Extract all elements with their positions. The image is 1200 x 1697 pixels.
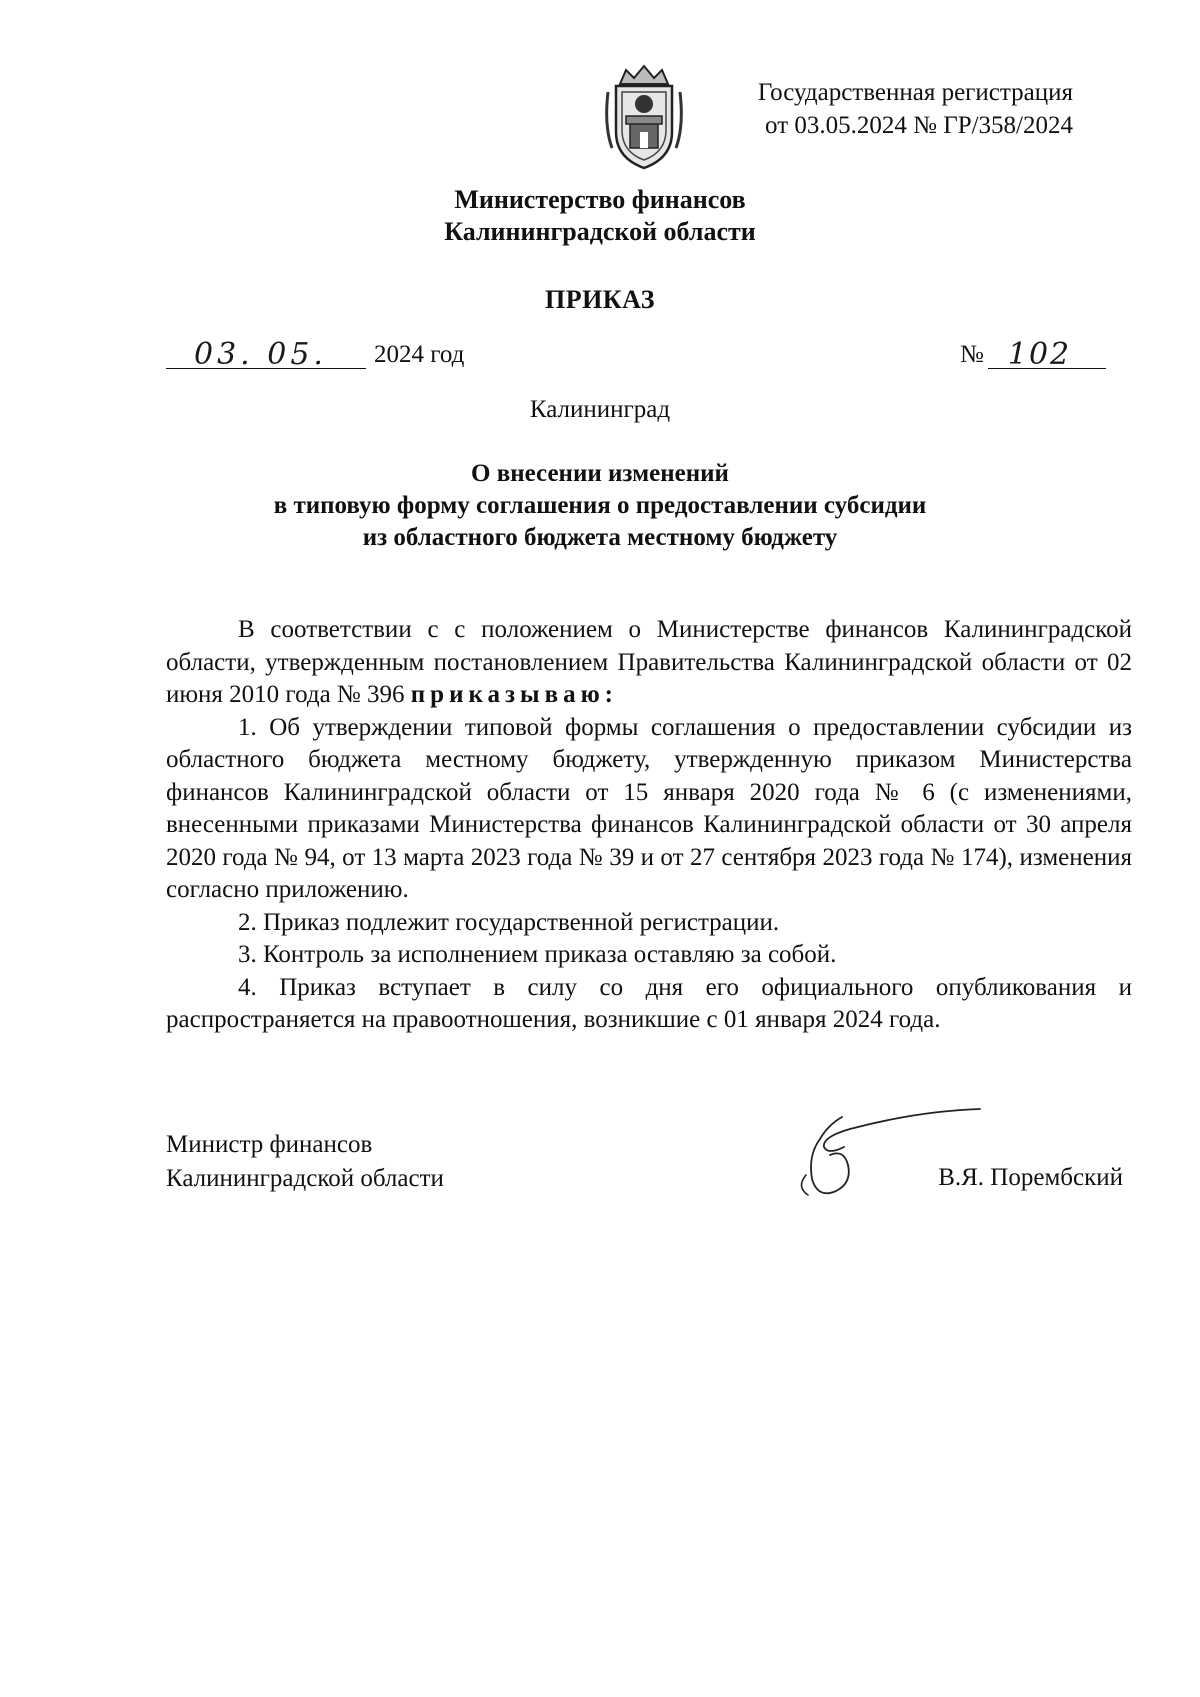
ministry-line-2: Калининградской области xyxy=(444,217,756,246)
document-type: ПРИКАЗ xyxy=(544,285,656,314)
order-word: приказываю: xyxy=(410,681,618,708)
registration-line-2: от 03.05.2024 № ГР/358/2024 xyxy=(765,112,1073,139)
year-label: 2024 год xyxy=(374,341,465,368)
handwritten-date: 03. 05. xyxy=(194,337,327,372)
number-field xyxy=(988,336,1106,372)
signatory-position xyxy=(166,1128,444,1196)
number-sign: № xyxy=(960,341,984,368)
item-3: 3. Контроль за исполнением приказа оставляю за собой. xyxy=(238,941,837,968)
ministry-line-1: Министерство финансов xyxy=(454,185,746,214)
title-line-1: О внесении изменений xyxy=(471,460,729,487)
intro-text: В соответствии с с положением о Министерстве финансов Калининградской области, утвержденным постановлением Правительства Калининградской области от 02 июня 2010 года № 396 xyxy=(166,616,1132,708)
item-1: 1. Об утверждении типовой формы соглашения о предоставлении субсидии из областного бюджета местному бюджету, утвержденную приказом Министерства финансов Калининградской области от 15 января 2020 года № 6 (с изменениями, внесенными приказами Министерства финансов Калининградской области от 30 апреля 2020 года № 94, от 13 марта 2023 года № 39 и от 27 сентября 2023 года № 174), изменения согласно приложению. xyxy=(166,713,1132,903)
city: Калининград xyxy=(529,396,671,423)
date-line xyxy=(166,336,465,372)
handwritten-number: 102 xyxy=(1007,337,1072,372)
position-line-2: Калининградской области xyxy=(166,1165,444,1192)
number-line xyxy=(960,336,1106,372)
ministry-name xyxy=(0,184,1200,248)
coat-of-arms-icon xyxy=(600,62,688,174)
document-title xyxy=(0,458,1200,554)
registration-line-1: Государственная регистрация xyxy=(757,79,1073,106)
position-line-1: Министр финансов xyxy=(166,1131,373,1158)
item-4: 4. Приказ вступает в силу со дня его официального опубликования и распространяется на правоотношения, возникшие с 01 января 2024 года. xyxy=(166,973,1132,1033)
document-body xyxy=(166,614,1132,1037)
title-line-3: из областного бюджета местному бюджету xyxy=(362,524,838,551)
registration-stamp xyxy=(758,76,1073,142)
date-field xyxy=(166,336,366,372)
signatory-name: В.Я. Порембский xyxy=(938,1164,1123,1191)
intro-paragraph xyxy=(166,614,1132,712)
item-2: 2. Приказ подлежит государственной регистрации. xyxy=(238,908,780,936)
title-line-2: в типовую форму соглашения о предоставлении субсидии xyxy=(273,492,927,519)
